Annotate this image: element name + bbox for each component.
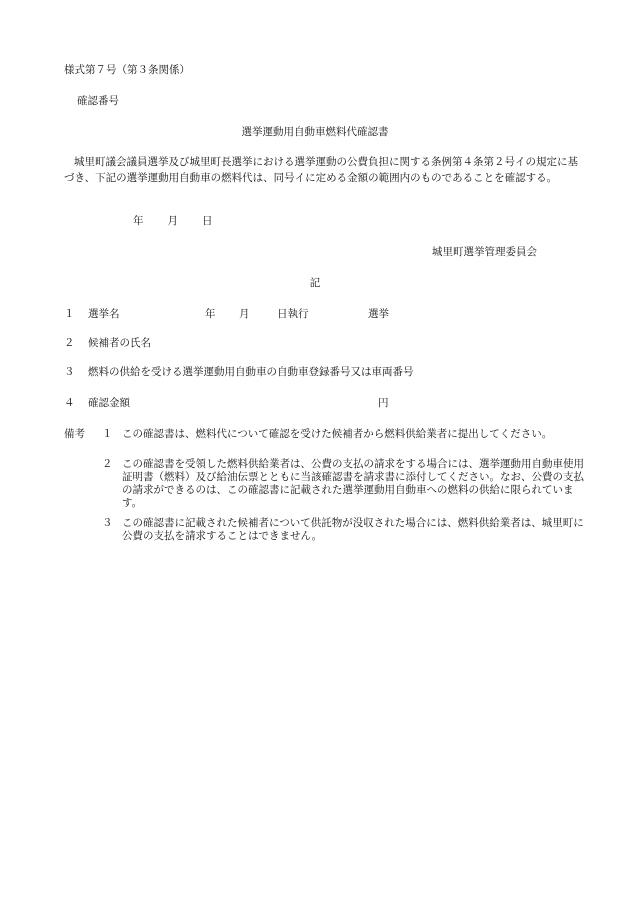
amount-unit: 円: [378, 397, 389, 409]
item-election-name: [64, 308, 120, 322]
item-confirmed-amount: [64, 397, 130, 411]
remarks-label: 備考: [64, 428, 85, 440]
item-candidate-name: [64, 337, 151, 351]
item-vehicle-number: [64, 366, 414, 380]
item-label: 選挙名: [88, 308, 120, 320]
date-day: 日: [202, 215, 213, 227]
remark-number: ２: [102, 458, 113, 470]
item-number: ３: [64, 366, 75, 378]
remark-number: １: [102, 428, 113, 440]
form-number: 様式第７号（第３条関係）: [64, 64, 190, 76]
item-label: 確認金額: [88, 397, 130, 409]
remark-item: [102, 458, 588, 510]
remark-item: [102, 517, 588, 543]
item-number: ４: [64, 397, 75, 409]
ki-heading: 記: [309, 277, 321, 289]
remark-text: この確認書を受領した燃料供給業者は、公費の支払の請求をする場合には、選挙運動用自動車使用証明書（燃料）及び給油伝票とともに当該確認書を請求書に添付してください。なお、公費の支払の請求ができるのは、この確認書に記載された選挙運動用自動車への燃料の供給に限られています。: [122, 458, 584, 509]
date-month: 月: [167, 215, 178, 227]
election-suffix: 選挙: [368, 308, 389, 320]
election-month: 月: [239, 308, 250, 320]
item-label: 燃料の供給を受ける選挙運動用自動車の自動車登録番号又は車両番号: [88, 366, 414, 378]
confirmation-number-label: 確認番号: [77, 95, 119, 107]
date-year: 年: [133, 215, 144, 227]
intro-paragraph: 城里町議会議員選挙及び城里町長選挙における選挙運動の公費負担に関する条例第４条第２号イの規定に基づき、下記の選挙運動用自動車の燃料代は、同号イに定める金額の範囲内のものであることを確認する。: [64, 156, 578, 184]
item-number: ２: [64, 337, 75, 349]
remark-item: [102, 428, 588, 441]
remark-number: ３: [102, 517, 113, 529]
remark-text: この確認書に記載された候補者について供託物が没収された場合には、燃料供給業者は、城里町に公費の支払を請求することはできません。: [122, 517, 584, 542]
election-day: 日執行: [277, 308, 309, 320]
document-title: 選挙運動用自動車燃料代確認書: [241, 126, 389, 138]
issue-date: [133, 215, 213, 229]
remark-text: この確認書は、燃料代について確認を受けた候補者から燃料供給業者に提出してください。: [122, 428, 553, 440]
committee-name: 城里町選挙管理委員会: [432, 246, 537, 258]
item-number: １: [64, 308, 75, 320]
item-label: 候補者の氏名: [88, 337, 151, 349]
election-year: 年: [205, 308, 216, 320]
